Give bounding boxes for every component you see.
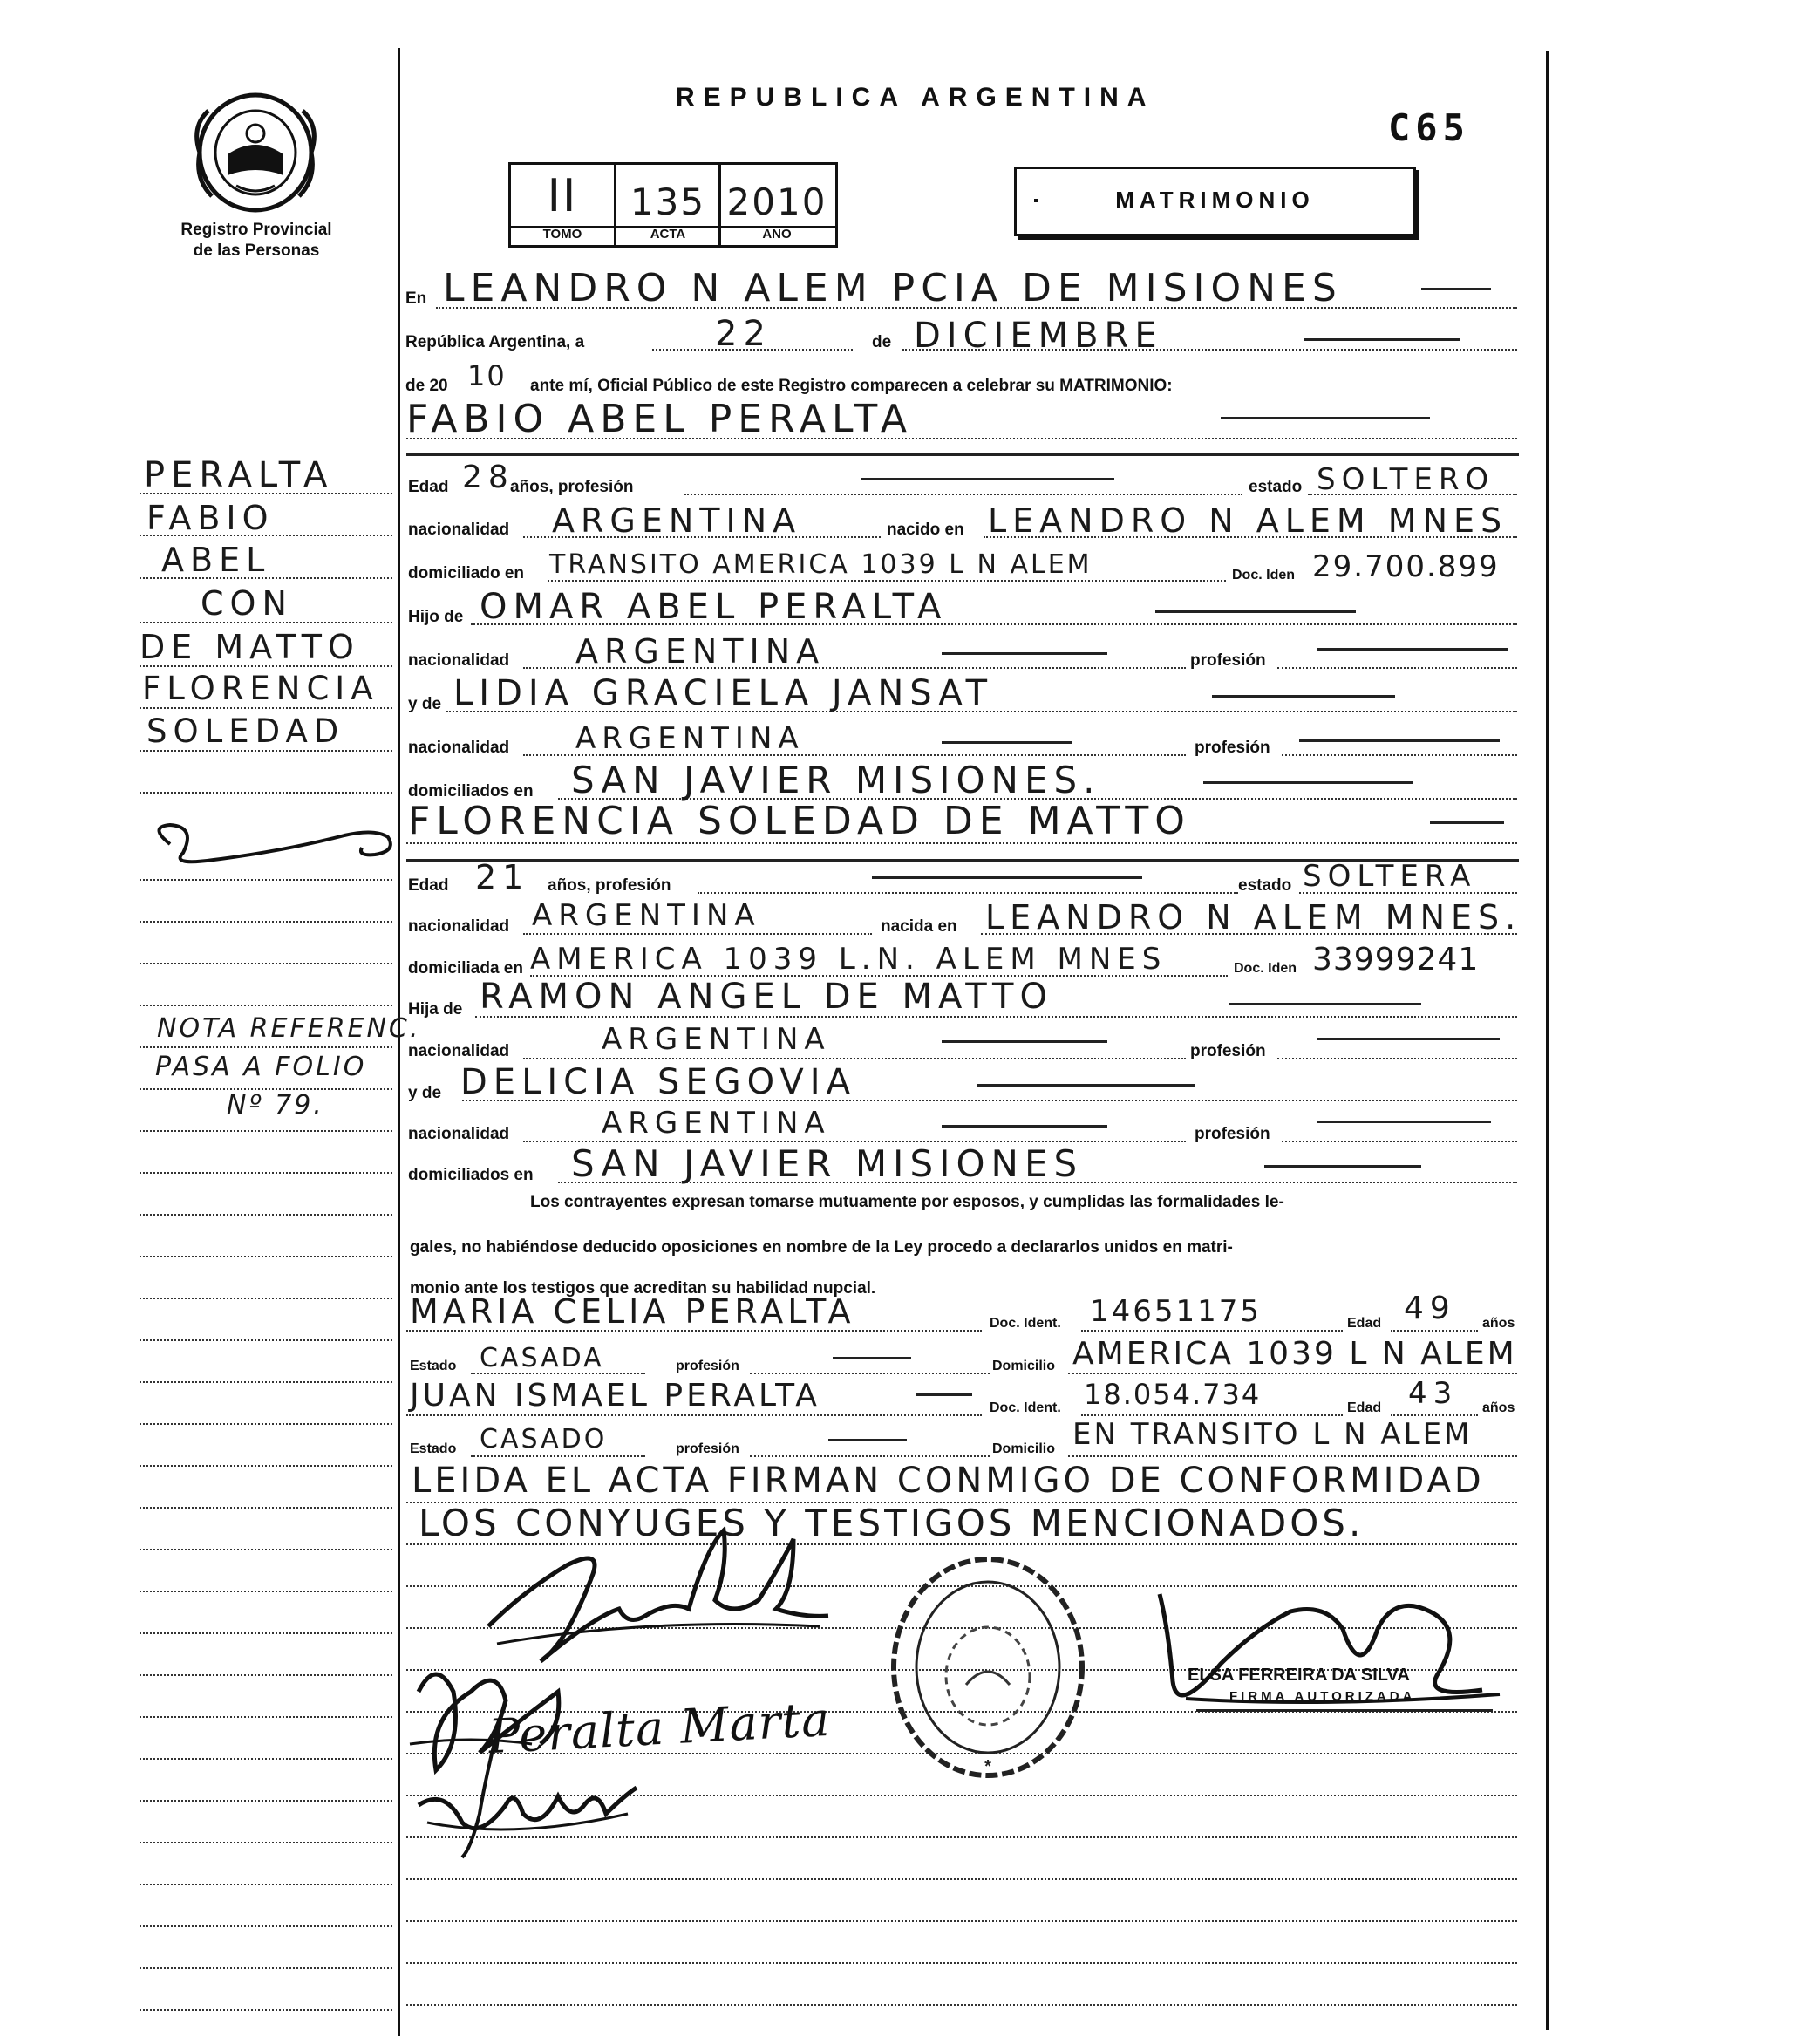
groom-mother-prof-label: profesión — [1195, 739, 1270, 757]
registry-name-line2: de las Personas — [193, 242, 320, 260]
groom-profesion-label: años, profesión — [510, 478, 634, 496]
groom-father-prof-label: profesión — [1190, 651, 1266, 670]
witness-signature-peralta: Peralta Marta — [487, 1691, 832, 1765]
month-value: DICIEMBRE — [914, 316, 1163, 356]
margin-line — [140, 1005, 392, 1006]
margin-note-line1: NOTA REFERENC. — [157, 1013, 421, 1044]
groom-nacido-label: nacido en — [887, 521, 964, 539]
bride-mother-prof-label: profesión — [1195, 1125, 1270, 1143]
margin-line — [140, 1800, 392, 1802]
witness1-anos-label: años — [1482, 1316, 1515, 1331]
bride-domicilio: AMERICA 1039 L.N. ALEM MNES — [530, 942, 1167, 977]
witness1-name: MARIA CELIA PERALTA — [410, 1292, 855, 1331]
bride-y-de-label: y de — [408, 1084, 442, 1102]
bride-mother: DELICIA SEGOVIA — [460, 1062, 856, 1102]
bride-father: RAMON ANGEL DE MATTO — [480, 977, 1053, 1017]
groom-father-nac-label: nacionalidad — [408, 651, 510, 670]
margin-line — [140, 1172, 392, 1174]
republica-label: República Argentina, a — [405, 333, 585, 351]
witness2-estado-label: Estado — [410, 1441, 457, 1456]
witness2-doc-label: Doc. Ident. — [990, 1400, 1061, 1415]
margin-line — [140, 1549, 392, 1550]
witness2-doc: 18.054.734 — [1084, 1378, 1262, 1411]
margin-name-1: PERALTA — [144, 455, 334, 495]
day-value: 22 — [715, 314, 772, 354]
margin-line — [140, 1758, 392, 1760]
bride-estado-label: estado — [1238, 876, 1292, 895]
margin-line — [140, 1465, 392, 1467]
witness2-profesion-label: profesión — [676, 1441, 739, 1456]
margin-name-4: CON — [201, 584, 293, 623]
groom-doc: 29.700.899 — [1312, 549, 1500, 584]
bride-birthplace: LEANDRO N ALEM MNES. — [985, 898, 1522, 937]
groom-age: 28 — [462, 460, 514, 495]
record-reference-box — [508, 162, 838, 248]
witness1-age: 49 — [1404, 1291, 1456, 1326]
margin-line — [140, 1925, 392, 1927]
bride-parents-dom-label: domiciliados en — [408, 1166, 534, 1184]
margin-name-7: SOLEDAD — [146, 712, 345, 750]
groom-nacionalidad-label: nacionalidad — [408, 521, 510, 539]
margin-line — [140, 921, 392, 923]
groom-full-name: FABIO ABEL PERALTA — [406, 397, 913, 441]
witness2-anos-label: años — [1482, 1400, 1515, 1415]
tomo-value: II — [547, 170, 578, 222]
margin-name-3: ABEL — [161, 541, 271, 579]
groom-father: OMAR ABEL PERALTA — [480, 587, 948, 627]
declaration-line2: gales, no habiéndose deducido oposiciones en nombre de la Ley procedo a declararlos unidos en matri- — [410, 1238, 1233, 1257]
bride-nacida-label: nacida en — [881, 917, 957, 936]
margin-line — [140, 1716, 392, 1718]
margin-line — [140, 1967, 392, 1969]
margin-line — [140, 792, 392, 794]
groom-doc-label: Doc. Iden — [1232, 568, 1296, 583]
groom-parents-dom: SAN JAVIER MISIONES. — [571, 759, 1101, 801]
groom-mother-nac: ARGENTINA — [575, 721, 805, 756]
bride-estado: SOLTERA — [1303, 859, 1477, 894]
witness1-profesion-label: profesión — [676, 1359, 739, 1373]
margin-line — [140, 1591, 392, 1592]
witness1-estado-label: Estado — [410, 1359, 457, 1373]
groom-mother-nac-label: nacionalidad — [408, 739, 510, 757]
margin-line — [140, 1423, 392, 1425]
margin-line — [140, 1842, 392, 1843]
official-stamp — [888, 1554, 1088, 1781]
witness2-signature — [410, 1770, 654, 1849]
witness1-doc-label: Doc. Ident. — [990, 1316, 1061, 1331]
bride-father-nac: ARGENTINA — [602, 1022, 831, 1057]
bride-father-nac-label: nacionalidad — [408, 1042, 510, 1060]
margin-line — [140, 963, 392, 964]
bride-full-name: FLORENCIA SOLEDAD DE MATTO — [408, 799, 1191, 843]
margin-line — [140, 1214, 392, 1216]
bride-profesion-label: años, profesión — [548, 876, 671, 895]
margin-flourish — [144, 818, 397, 870]
witness1-edad-label: Edad — [1347, 1316, 1382, 1331]
witness1-domicilio: AMERICA 1039 L N ALEM — [1072, 1336, 1517, 1372]
official-name: ELSA FERREIRA DA SILVA — [1188, 1666, 1410, 1685]
margin-line — [140, 750, 392, 752]
witness2-domicilio: EN TRANSITO L N ALEM — [1072, 1417, 1473, 1452]
margin-note-line3: Nº 79. — [227, 1090, 324, 1121]
margin-name-6: FLORENCIA — [142, 670, 379, 707]
anio-label: AÑO — [762, 227, 792, 242]
margin-line — [140, 879, 392, 881]
groom-edad-label: Edad — [408, 478, 449, 496]
groom-parents-dom-label: domiciliados en — [408, 782, 534, 801]
tomo-label: TOMO — [542, 227, 582, 242]
margin-line — [140, 1507, 392, 1509]
margin-line — [140, 1381, 392, 1383]
intro-statement: ante mí, Oficial Público de este Registro comparecen a celebrar su MATRIMONIO: — [530, 377, 1173, 395]
margin-line — [140, 1674, 392, 1676]
margin-line — [140, 1256, 392, 1257]
groom-hijo-label: Hijo de — [408, 608, 464, 626]
groom-birthplace: LEANDRO N ALEM MNES — [988, 501, 1508, 540]
doc-type-label: MATRIMONIO — [1115, 187, 1315, 213]
page-number: C65 — [1388, 106, 1470, 149]
witness2-estado: CASADO — [480, 1424, 608, 1455]
closing-line1: LEIDA EL ACTA FIRMAN CONMIGO DE CONFORMIDAD — [412, 1461, 1485, 1501]
witness2-age: 43 — [1408, 1376, 1459, 1411]
closing-line2: LOS CONYUGES Y TESTIGOS MENCIONADOS. — [419, 1502, 1365, 1544]
groom-estado-label: estado — [1249, 478, 1303, 496]
place-value: LEANDRO N ALEM PCIA DE MISIONES — [443, 266, 1343, 310]
bride-doc-label: Doc. Iden — [1234, 961, 1297, 976]
bride-mother-nac: ARGENTINA — [602, 1106, 831, 1141]
groom-mother: LIDIA GRACIELA JANSAT — [453, 673, 994, 713]
bride-age: 21 — [475, 858, 530, 896]
margin-line — [140, 1130, 392, 1132]
bride-father-prof-label: profesión — [1190, 1042, 1266, 1060]
margin-line — [140, 2009, 392, 2011]
year-suffix: 10 — [467, 359, 507, 392]
bride-parents-dom: SAN JAVIER MISIONES — [571, 1142, 1084, 1185]
margin-note-line2: PASA A FOLIO — [155, 1052, 367, 1082]
svg-text:*: * — [984, 1757, 991, 1776]
bride-mother-nac-label: nacionalidad — [408, 1125, 510, 1143]
acta-label: ACTA — [650, 227, 686, 242]
witness2-name: JUAN ISMAEL PERALTA — [410, 1378, 820, 1414]
margin-name-2: FABIO — [146, 499, 275, 537]
groom-father-nac: ARGENTINA — [575, 632, 826, 671]
bride-nacionalidad-label: nacionalidad — [408, 917, 510, 936]
margin-name-5: DE MATTO — [140, 628, 360, 666]
groom-nacionalidad: ARGENTINA — [552, 501, 802, 540]
en-label: En — [405, 290, 427, 308]
groom-domicilio: TRANSITO AMERICA 1039 L N ALEM — [549, 549, 1093, 580]
declaration-line3: monio ante los testigos que acreditan su habilidad nupcial. — [410, 1279, 876, 1298]
right-border-line — [1546, 51, 1549, 2030]
groom-domicilio-label: domiciliado en — [408, 564, 525, 583]
registry-name-line1: Registro Provincial — [180, 221, 332, 239]
bride-edad-label: Edad — [408, 876, 449, 895]
declaration-line1: Los contrayentes expresan tomarse mutuamente por esposos, y cumplidas las formalidades le- — [530, 1193, 1284, 1211]
official-title: FIRMA AUTORIZADA — [1229, 1689, 1416, 1704]
groom-y-de-label: y de — [408, 695, 442, 713]
bride-hija-label: Hija de — [408, 1000, 463, 1019]
margin-line — [140, 1298, 392, 1299]
anio-value: 2010 — [726, 181, 827, 223]
margin-line — [140, 1046, 392, 1048]
witness1-estado: CASADA — [480, 1343, 604, 1373]
groom-estado: SOLTERO — [1317, 462, 1495, 497]
doc-type-box — [1014, 167, 1416, 236]
witness1-doc: 14651175 — [1090, 1294, 1263, 1329]
de-label: de — [872, 333, 892, 351]
acta-value: 135 — [630, 181, 706, 223]
margin-line — [140, 707, 392, 709]
year-prefix: de 20 — [405, 377, 448, 395]
witness2-domicilio-label: Domicilio — [992, 1441, 1056, 1456]
bride-domicilio-label: domiciliada en — [408, 959, 523, 978]
margin-line — [140, 1884, 392, 1885]
margin-line — [140, 1339, 392, 1341]
witness1-domicilio-label: Domicilio — [992, 1359, 1056, 1373]
provincial-seal-logo — [186, 92, 325, 214]
bride-doc: 33999241 — [1312, 942, 1480, 978]
margin-line — [140, 1632, 392, 1634]
bride-nacionalidad: ARGENTINA — [532, 898, 761, 933]
witness2-edad-label: Edad — [1347, 1400, 1382, 1415]
country-title: REPUBLICA ARGENTINA — [676, 83, 1155, 112]
